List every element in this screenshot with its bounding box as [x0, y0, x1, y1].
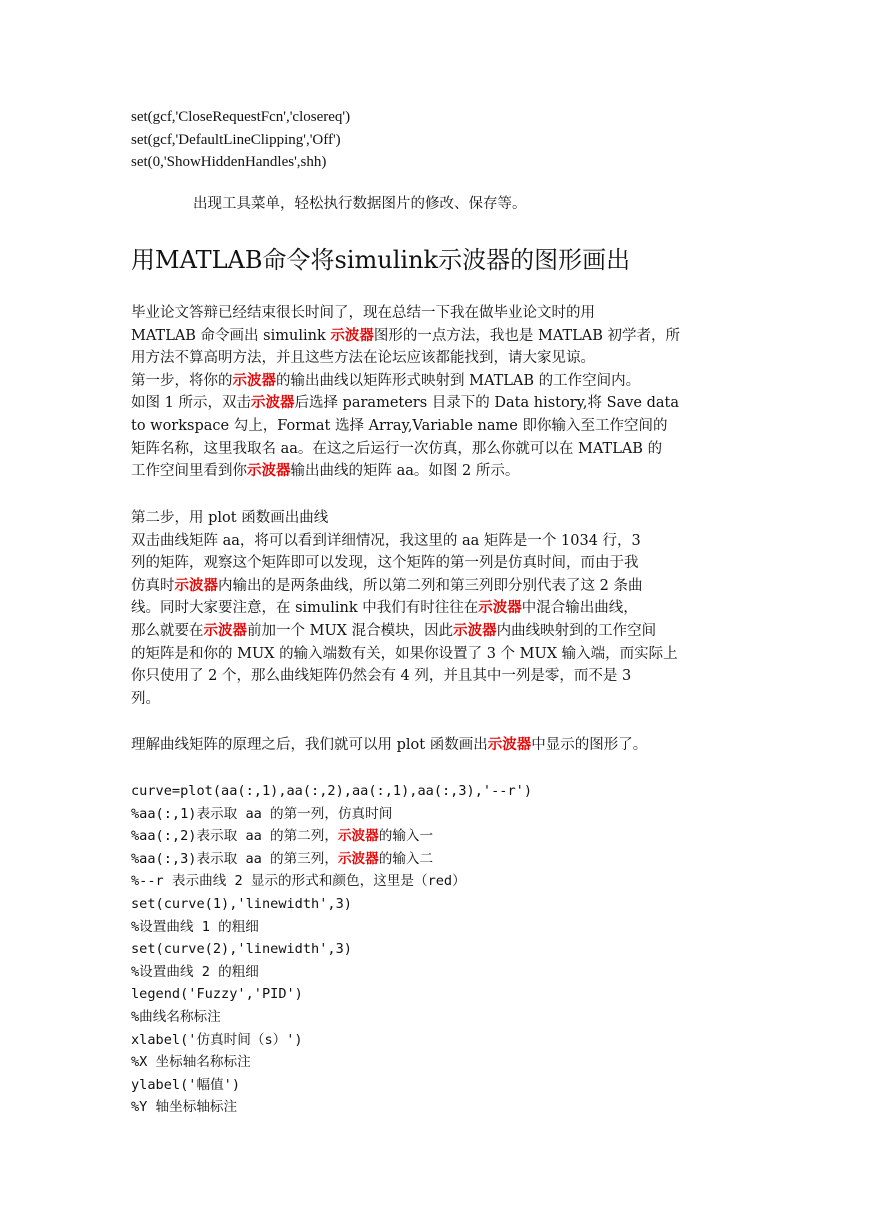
code-line: set(0,'ShowHiddenHandles',shh): [131, 154, 327, 171]
paragraph-3: [131, 734, 741, 757]
highlight-term: 示波器: [337, 850, 379, 867]
text-line: 仿真时示波器内输出的是两条曲线，所以第二列和第三列即分别代表了这 2 条曲: [131, 576, 643, 594]
highlight-term: 示波器: [478, 599, 522, 617]
highlight-term: 示波器: [247, 462, 291, 480]
code-line: set(gcf,'CloseRequestFcn','closereq'): [131, 109, 351, 125]
code-line: xlabel('仿真时间（s）'): [131, 1031, 303, 1048]
code-line: %aa(:,3)表示取 aa 的第三列，示波器的输入二: [131, 850, 434, 867]
text-line: 列的矩阵，观察这个矩阵即可以发现，这个矩阵的第一列是仿真时间，而由于我: [131, 555, 639, 572]
text-line: MATLAB 命令画出 simulink 示波器图形的一点方法，我也是 MATLAB 初学者，所: [131, 326, 681, 344]
code-snippet-top: [131, 106, 741, 174]
text-line: 第一步，将你的示波器的输出曲线以矩阵形式映射到 MATLAB 的工作空间内。: [131, 371, 641, 389]
code-line: %--r 表示曲线 2 显示的形式和颜色，这里是（red）: [131, 873, 466, 890]
text-line: 的矩阵是和你的 MUX 的输入端数有关，如果你设置了 3 个 MUX 输入端，而实际上: [131, 645, 678, 662]
code-line: %aa(:,1)表示取 aa 的第一列，仿真时间: [131, 805, 393, 822]
highlight-term: 示波器: [337, 828, 379, 845]
code-line: set(gcf,'DefaultLineClipping','Off'): [131, 131, 341, 148]
text-line: 双击曲线矩阵 aa，将可以看到详细情况，我这里的 aa 矩阵是一个 1034 行，3: [131, 532, 641, 549]
code-line: set(curve(1),'linewidth',3): [131, 895, 352, 912]
text-line: 毕业论文答辩已经结束很长时间了，现在总结一下我在做毕业论文时的用: [131, 305, 595, 321]
code-block: [131, 780, 741, 1119]
code-line: %设置曲线 1 的粗细: [131, 918, 259, 935]
text-line: 理解曲线矩阵的原理之后，我们就可以用 plot 函数画出示波器中显示的图形了。: [131, 736, 648, 753]
text-line: 你只使用了 2 个，那么曲线矩阵仍然会有 4 列，并且其中一列是零，而不是 3: [131, 668, 632, 685]
article-title: 用MATLAB命令将simulink示波器的图形画出: [131, 246, 631, 274]
text-line: 工作空间里看到你示波器输出曲线的矩阵 aa。如图 2 所示。: [131, 462, 520, 480]
highlight-term: 示波器: [453, 621, 497, 639]
text-line: 矩阵名称，这里我取名 aa。在这之后运行一次仿真，那么你就可以在 MATLAB 的: [131, 440, 663, 457]
highlight-term: 示波器: [250, 394, 295, 412]
code-line: %aa(:,2)表示取 aa 的第二列，示波器的输入一: [131, 828, 434, 845]
paragraph-2: [131, 507, 741, 710]
code-line: %曲线名称标注: [131, 1008, 221, 1025]
highlight-term: 示波器: [232, 371, 276, 389]
text-line: to workspace 勾上，Format 选择 Array,Variable name 即你输入至工作空间的: [131, 417, 668, 434]
intro-line: 出现工具菜单，轻松执行数据图片的修改、保存等。: [193, 196, 527, 212]
text-line: 如图 1 所示，双击示波器后选择 parameters 目录下的 Data history,将 Save data: [131, 394, 679, 412]
code-line: %X 坐标轴名称标注: [131, 1054, 251, 1071]
text-line: 第二步，用 plot 函数画出曲线: [131, 510, 329, 526]
highlight-term: 示波器: [203, 621, 247, 639]
text-line: 那么就要在示波器前加一个 MUX 混合模块，因此示波器内曲线映射到的工作空间: [131, 621, 657, 639]
code-line: curve=plot(aa(:,1),aa(:,2),aa(:,1),aa(:,3),'--r'): [131, 783, 533, 799]
code-line: legend('Fuzzy','PID'): [131, 986, 303, 1003]
text-line: 列。: [131, 690, 160, 707]
code-line: set(curve(2),'linewidth',3): [131, 941, 352, 958]
paragraph-1: [131, 302, 741, 483]
text-line: 线。同时大家要注意，在 simulink 中我们有时往往在示波器中混合输出曲线，: [131, 599, 638, 617]
highlight-term: 示波器: [330, 326, 374, 344]
code-line: %设置曲线 2 的粗细: [131, 963, 259, 980]
code-line: ylabel('幅值'): [131, 1076, 241, 1093]
highlight-term: 示波器: [174, 576, 218, 594]
code-line: %Y 轴坐标轴标注: [131, 1099, 238, 1116]
highlight-term: 示波器: [487, 736, 532, 753]
text-line: 用方法不算高明方法，并且这些方法在论坛应该都能找到，请大家见谅。: [131, 350, 595, 367]
